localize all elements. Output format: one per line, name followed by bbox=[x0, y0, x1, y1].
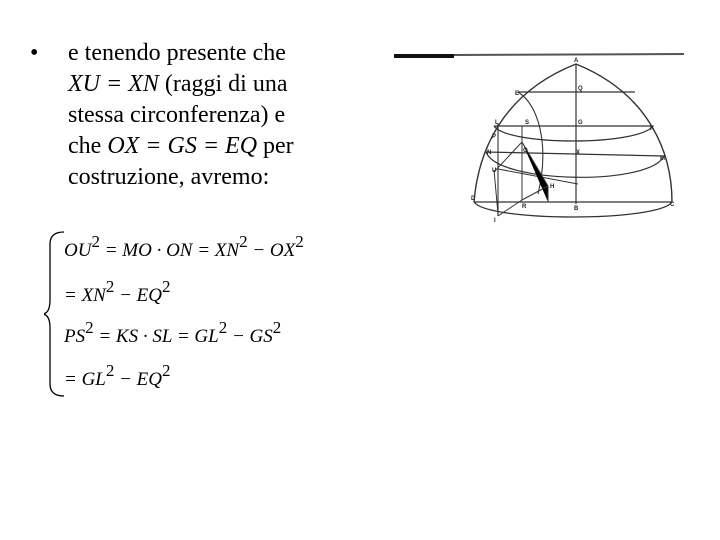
eq1-term1: OU bbox=[64, 240, 92, 261]
equation-2 bbox=[64, 277, 171, 307]
label-l: L bbox=[495, 120, 499, 126]
label-p: P bbox=[492, 134, 497, 140]
label-b: B bbox=[574, 206, 579, 212]
bullet-line-4 bbox=[68, 131, 368, 162]
eq1-exp3: 2 bbox=[295, 232, 304, 251]
equation-4 bbox=[64, 361, 171, 391]
bullet-line-3: stessa circonferenza) e bbox=[68, 102, 286, 128]
dome-diagram bbox=[388, 44, 688, 464]
math-xu-xn: XU = XN bbox=[68, 71, 159, 97]
label-k: K bbox=[650, 126, 655, 132]
math-ox-gs-eq: OX = GS = EQ bbox=[107, 133, 258, 159]
eq1-exp1: 2 bbox=[91, 232, 100, 251]
label-x: X bbox=[576, 150, 581, 156]
label-h: H bbox=[550, 184, 555, 190]
eq3-exp2: 2 bbox=[218, 318, 228, 337]
label-a: A bbox=[574, 58, 579, 64]
eq1-exp2: 2 bbox=[239, 232, 248, 251]
eq3-term1: PS bbox=[64, 326, 86, 347]
eq3-exp1: 2 bbox=[85, 318, 94, 337]
label-c: C bbox=[670, 202, 675, 208]
eq4-term1: = GL bbox=[64, 369, 106, 390]
label-q: Q bbox=[578, 86, 583, 92]
label-g: G bbox=[578, 120, 583, 126]
bullet-line-4-post: per bbox=[257, 133, 294, 159]
bullet-symbol: • bbox=[30, 40, 39, 66]
equation-1 bbox=[64, 232, 304, 262]
label-e: E bbox=[515, 91, 520, 97]
label-o: O bbox=[523, 148, 528, 154]
label-s: S bbox=[525, 120, 530, 126]
bullet-text bbox=[68, 38, 368, 193]
eq4-term2: − EQ bbox=[114, 369, 163, 390]
eq3-exp3: 2 bbox=[272, 318, 282, 337]
eq4-exp2: 2 bbox=[162, 361, 171, 380]
label-n: N bbox=[487, 150, 492, 156]
eq4-exp1: 2 bbox=[105, 361, 115, 380]
bullet-line-1: e tenendo presente che bbox=[68, 40, 286, 66]
eq3-term3: − GS bbox=[227, 326, 273, 347]
eq3-term2: = KS · SL = GL bbox=[93, 326, 219, 347]
label-d: D bbox=[471, 196, 476, 202]
label-u: U bbox=[492, 168, 497, 174]
label-i: I bbox=[494, 218, 496, 224]
bullet-line-2-text: (raggi di una bbox=[158, 71, 288, 97]
label-r: R bbox=[522, 204, 527, 210]
eq2-exp1: 2 bbox=[105, 277, 115, 296]
eq2-term2: − EQ bbox=[114, 285, 163, 306]
label-m: M bbox=[660, 156, 665, 162]
equation-3 bbox=[64, 318, 282, 348]
eq2-term1: = XN bbox=[64, 285, 106, 306]
eq1-term2: = MO · ON = XN bbox=[99, 240, 240, 261]
bullet-line-2 bbox=[68, 69, 368, 100]
eq2-exp2: 2 bbox=[162, 277, 171, 296]
bullet-line-4-pre: che bbox=[68, 133, 108, 159]
bullet-line-5: costruzione, avremo: bbox=[68, 164, 270, 190]
geometry-figure bbox=[388, 44, 688, 464]
eq1-term3: − OX bbox=[247, 240, 296, 261]
